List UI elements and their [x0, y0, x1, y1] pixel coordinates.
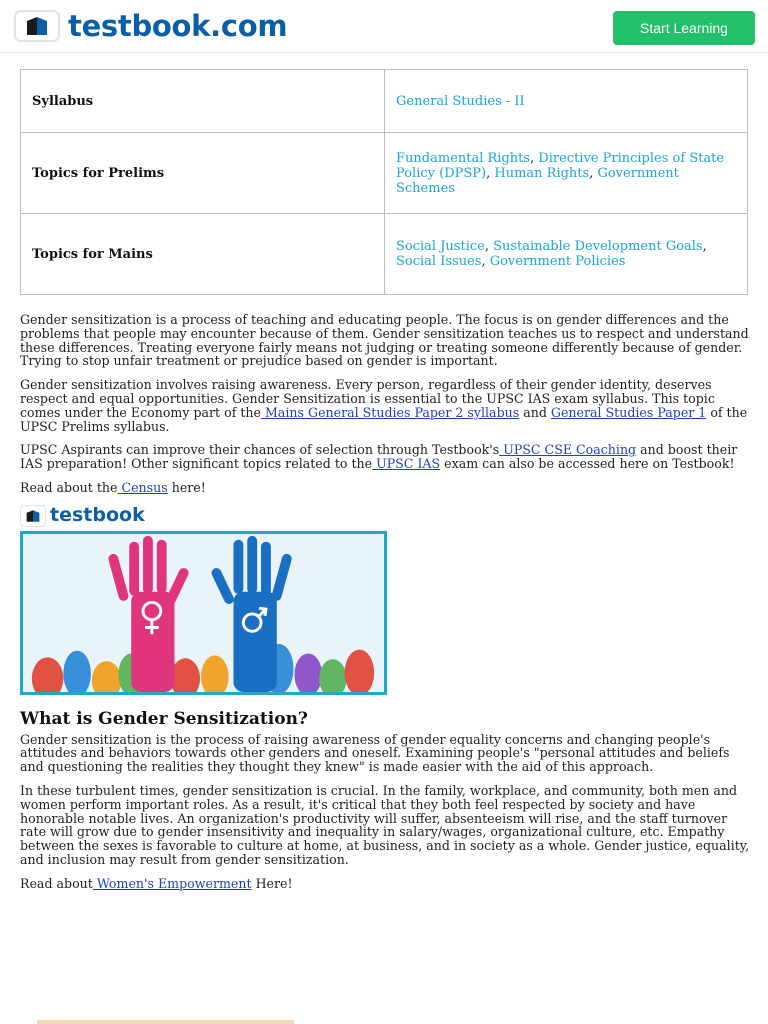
syllabus-key: Syllabus [21, 70, 385, 133]
upsc-ias-link[interactable]: UPSC IAS [372, 456, 441, 472]
site-header [0, 0, 768, 53]
sdg-link[interactable]: Sustainable Development Goals [493, 239, 703, 254]
gs-paper-1-link[interactable]: General Studies Paper 1 [550, 404, 707, 420]
census-paragraph: Read about the Census here! [20, 479, 206, 495]
dpsp-link[interactable]: Directive Principles of State Policy (DPSP) [396, 150, 725, 181]
government-schemes-link[interactable]: Government Schemes [396, 165, 679, 196]
mains-key: Topics for Mains [21, 214, 385, 295]
definition-paragraph: Gender sensitization is the process of raising awareness of gender equality concerns and changing people's attitudes and behaviors towards other genders and oneself. Examining people's "personal attitudes and beliefs and questioning the realities they thought they knew" is made easier with the aid of this approach. [20, 731, 730, 775]
testbook-mini-icon [20, 505, 46, 527]
table-row [21, 133, 748, 214]
prelims-topics: Fundamental Rights, Directive Principles of State Policy (DPSP), Human Rights, Government Schemes [385, 133, 748, 214]
start-learning-button[interactable]: Start Learning [613, 11, 755, 45]
gender-hands-image [20, 531, 387, 695]
banner-logo-text: testbook [50, 503, 145, 526]
coaching-paragraph: UPSC Aspirants can improve their chances of selection through Testbook's UPSC CSE Coaching and boost their IAS preparation! Other significant topics related to the UPSC IAS exam can also be accessed here on Testbook! [20, 442, 738, 472]
table-row [21, 70, 748, 133]
womens-empowerment-link[interactable]: Women's Empowerment [92, 875, 252, 891]
syllabus-paragraph: Gender sensitization involves raising awareness. Every person, regardless of their gender identity, deserves respect and equal opportunities. Gender Sensitization is essential to the UPSC IAS exam syllabus. This topic comes under the Economy part of the Mains General Studies Paper 2 syllabus and General Studies Paper 1 of the UPSC Prelims syllabus. [20, 377, 748, 434]
prelims-key: Topics for Prelims [21, 133, 385, 214]
intro-paragraph: Gender sensitization is a process of teaching and educating people. The focus is on gender differences and the problems that people may encounter because of them. Gender sensitization teaches us to respect and understand these differences. Treating everyone fairly means not judging or treating someone differently because of gender. Trying to stop unfair treatment or prejudice based on gender is important. [20, 312, 749, 369]
testbook-logo-icon [14, 10, 60, 42]
syllabus-value [385, 70, 748, 133]
testbook-logo[interactable] [14, 9, 287, 43]
importance-paragraph: In these turbulent times, gender sensitization is crucial. In the family, workplace, and community, both men and women perform important roles. As a result, it's critical that they both feel respected by society and have honorable notable lives. An organization's productivity will suffer, absenteeism will rise, and the staff turnover rate will grow due to gender insensitivity and inequality in salary/wages, organizational culture, etc. Empathy between the sexes is favorable to culture at home, at business, and in society as a whole. Gender justice, equality, and inclusion may result from gender sensitization. [20, 782, 750, 867]
banner-logo [20, 505, 750, 527]
ad-strip [37, 1020, 294, 1024]
human-rights-link[interactable]: Human Rights [494, 165, 590, 181]
empowerment-paragraph: Read about Women's Empowerment Here! [20, 875, 293, 891]
section-heading: What is Gender Sensitization? [20, 708, 308, 729]
fundamental-rights-link[interactable]: Fundamental Rights [396, 150, 531, 166]
social-justice-link[interactable]: Social Justice [396, 239, 485, 254]
logo-text: testbook.com [68, 9, 288, 43]
census-link[interactable]: Census [117, 479, 168, 495]
social-issues-link[interactable]: Social Issues [396, 254, 482, 269]
upsc-cse-coaching-link[interactable]: UPSC CSE Coaching [499, 442, 637, 458]
mains-gs-paper-2-link[interactable]: Mains General Studies Paper 2 syllabus [261, 404, 520, 420]
government-policies-link[interactable]: Government Policies [489, 254, 626, 269]
syllabus-table [20, 69, 748, 295]
general-studies-ii-link[interactable]: General Studies - II [396, 93, 525, 109]
mains-topics: Social Justice, Sustainable Development Goals, Social Issues, Government Policies [385, 214, 748, 295]
article-body [20, 313, 750, 901]
table-row [21, 214, 748, 295]
